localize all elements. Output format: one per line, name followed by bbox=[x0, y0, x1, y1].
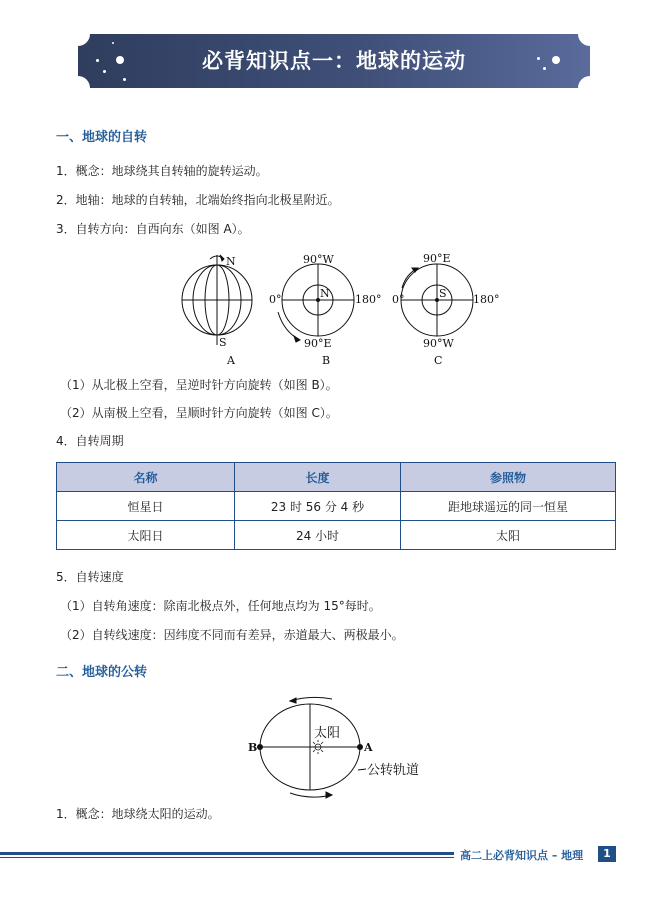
column-header: 长度 bbox=[235, 463, 401, 492]
footer-rule bbox=[0, 852, 454, 855]
rotation-period-table bbox=[56, 462, 616, 550]
column-header: 名称 bbox=[57, 463, 235, 492]
label-north: N bbox=[226, 255, 236, 268]
table-cell: 23 时 56 分 4 秒 bbox=[235, 492, 401, 521]
footer-rule bbox=[0, 857, 454, 858]
label-b-top: 90°W bbox=[303, 253, 334, 266]
paragraph: 2．地轴：地球的自转轴，北端始终指向北极星附近。 bbox=[56, 193, 340, 207]
paragraph: （2）从南极上空看，呈顺时针方向旋转（如图 C）。 bbox=[60, 406, 338, 420]
paragraph: 1．概念：地球绕太阳的运动。 bbox=[56, 807, 220, 821]
footer-text: 高二上必背知识点 – 地理 bbox=[460, 849, 584, 862]
paragraph: 5．自转速度 bbox=[56, 570, 124, 584]
polar-diagram-b bbox=[278, 264, 354, 342]
paragraph: （1）从北极上空看，呈逆时针方向旋转（如图 B）。 bbox=[60, 378, 338, 392]
table-row bbox=[57, 521, 616, 550]
orbit-diagram bbox=[260, 697, 366, 798]
paragraph: 3．自转方向：自西向东（如图 A）。 bbox=[56, 222, 250, 236]
label-c-top: 90°E bbox=[423, 252, 451, 265]
table-cell: 太阳日 bbox=[57, 521, 235, 550]
page-number: 1 bbox=[598, 846, 616, 862]
label-c-center: S bbox=[439, 287, 447, 300]
label-b-center: N bbox=[320, 287, 330, 300]
title-banner bbox=[78, 34, 590, 88]
table-cell: 恒星日 bbox=[57, 492, 235, 521]
label-sun: 太阳 bbox=[314, 726, 341, 741]
label-point-a: A bbox=[364, 741, 373, 754]
paragraph: （1）自转角速度：除南北极点外，任何地点均为 15°每时。 bbox=[60, 599, 381, 613]
label-c-right: 180° bbox=[473, 293, 500, 306]
table-cell: 太阳 bbox=[401, 521, 616, 550]
section-heading-revolution: 二、地球的公转 bbox=[56, 665, 148, 680]
revolution-figure bbox=[240, 692, 440, 800]
label-c-bottom: 90°W bbox=[423, 337, 454, 350]
label-point-b: B bbox=[248, 741, 258, 754]
point-b-marker bbox=[257, 744, 263, 750]
paragraph: 4．自转周期 bbox=[56, 434, 124, 448]
label-south: S bbox=[219, 336, 227, 349]
point-a-marker bbox=[357, 744, 363, 750]
table-header-row bbox=[57, 463, 616, 492]
label-b-left: 0° bbox=[269, 293, 282, 306]
label-orbit: 公转轨道 bbox=[367, 763, 420, 778]
caption-b: B bbox=[322, 354, 331, 367]
paragraph: （2）自转线速度：因纬度不同而有差异，赤道最大、两极最小。 bbox=[60, 628, 404, 642]
page-title: 必背知识点一：地球的运动 bbox=[202, 49, 466, 73]
column-header: 参照物 bbox=[401, 463, 616, 492]
label-b-right: 180° bbox=[355, 293, 382, 306]
section-heading-rotation: 一、地球的自转 bbox=[56, 130, 148, 145]
paragraph: 1．概念：地球绕其自转轴的旋转运动。 bbox=[56, 164, 268, 178]
label-b-bottom: 90°E bbox=[304, 337, 332, 350]
globe-diagram-a bbox=[182, 255, 252, 345]
table-cell: 距地球遥远的同一恒星 bbox=[401, 492, 616, 521]
label-c-left: 0° bbox=[392, 293, 405, 306]
caption-a: A bbox=[227, 354, 235, 367]
table-cell: 24 小时 bbox=[235, 521, 401, 550]
caption-c: C bbox=[434, 354, 443, 367]
rotation-figure bbox=[170, 250, 510, 370]
table-row bbox=[57, 492, 616, 521]
